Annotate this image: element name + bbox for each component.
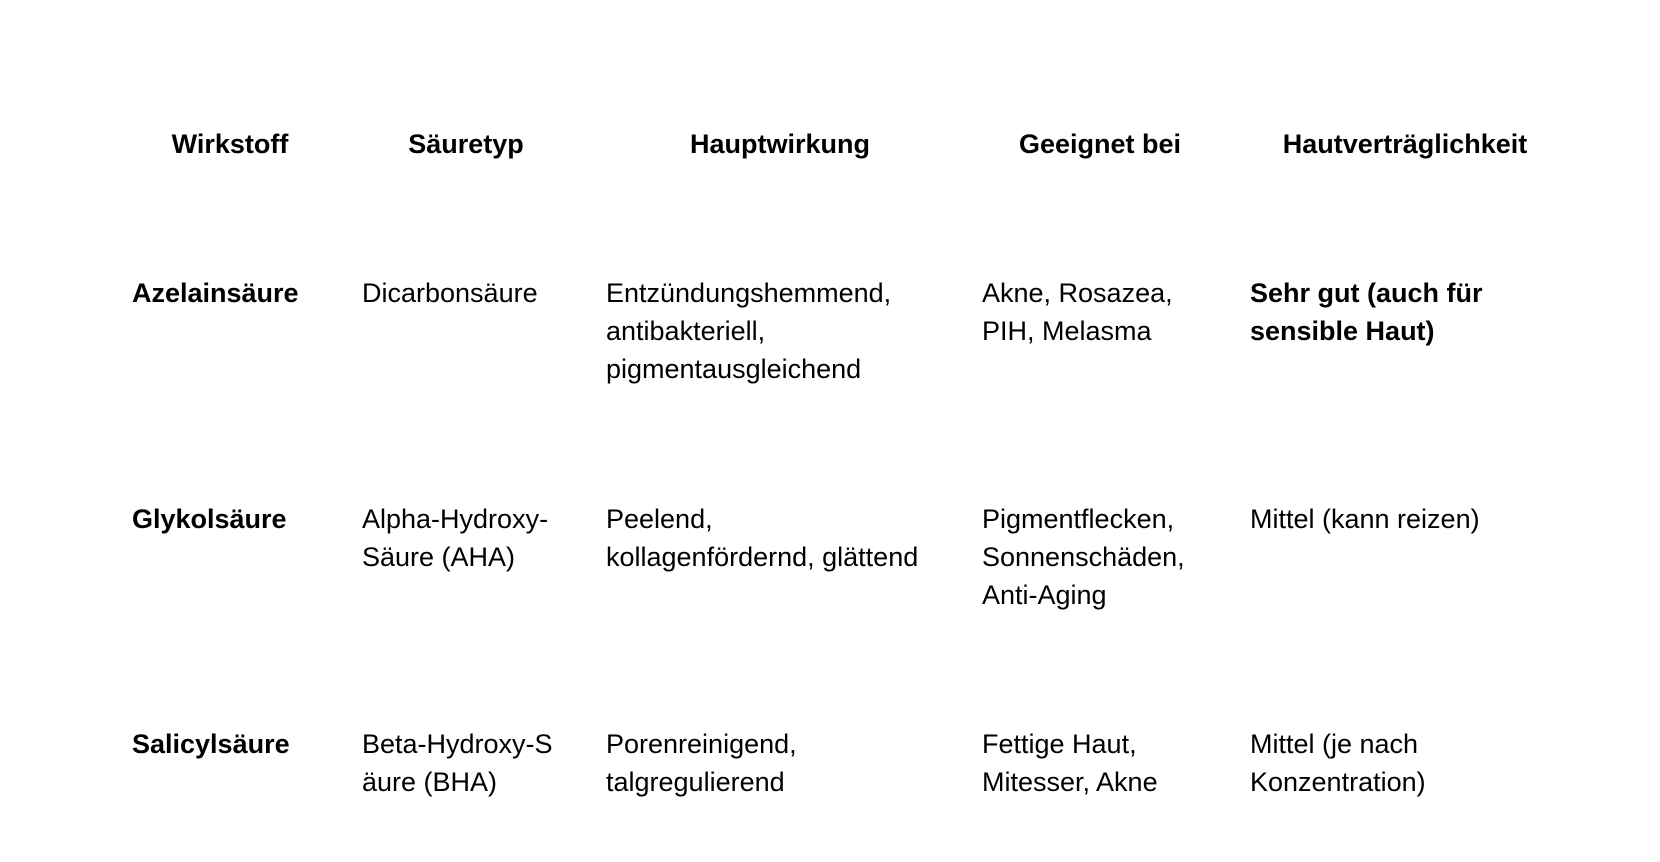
cell-saeuretyp: Dicarbonsäure [362, 278, 538, 308]
header-hautvertraeglichkeit: Hautverträglichkeit [1282, 129, 1528, 159]
cell-hauptwirkung: Peelend, kollagenfördernd, glättend [606, 504, 919, 572]
cell-saeuretyp: Alpha-Hydroxy- Säure (AHA) [362, 504, 549, 572]
header-geeignet-bei: Geeignet bei [1018, 129, 1182, 159]
header-wirkstoff: Wirkstoff [171, 129, 289, 159]
cell-geeignet-bei: Akne, Rosazea, PIH, Melasma [982, 278, 1173, 346]
cell-hauptwirkung: Entzündungshemmend, antibakteriell, pigmentausgleichend [606, 278, 892, 384]
cell-wirkstoff: Azelainsäure [132, 278, 299, 308]
cell-hauptwirkung: Porenreinigend, talgregulierend [606, 729, 797, 797]
cell-wirkstoff: Glykolsäure [132, 504, 287, 534]
cell-geeignet-bei: Pigmentflecken, Sonnenschäden, Anti-Aging [982, 504, 1185, 610]
cell-wirkstoff: Salicylsäure [132, 729, 290, 759]
cell-hautvertraeglichkeit: Mittel (kann reizen) [1250, 504, 1480, 534]
cell-saeuretyp: Beta-Hydroxy-S äure (BHA) [362, 729, 553, 797]
header-saeuretyp: Säuretyp [408, 129, 524, 159]
header-hauptwirkung: Hauptwirkung [690, 129, 870, 159]
cell-hautvertraeglichkeit: Mittel (je nach Konzentration) [1250, 729, 1426, 797]
cell-hautvertraeglichkeit: Sehr gut (auch für sensible Haut) [1250, 278, 1483, 346]
cell-geeignet-bei: Fettige Haut, Mitesser, Akne [982, 729, 1158, 797]
